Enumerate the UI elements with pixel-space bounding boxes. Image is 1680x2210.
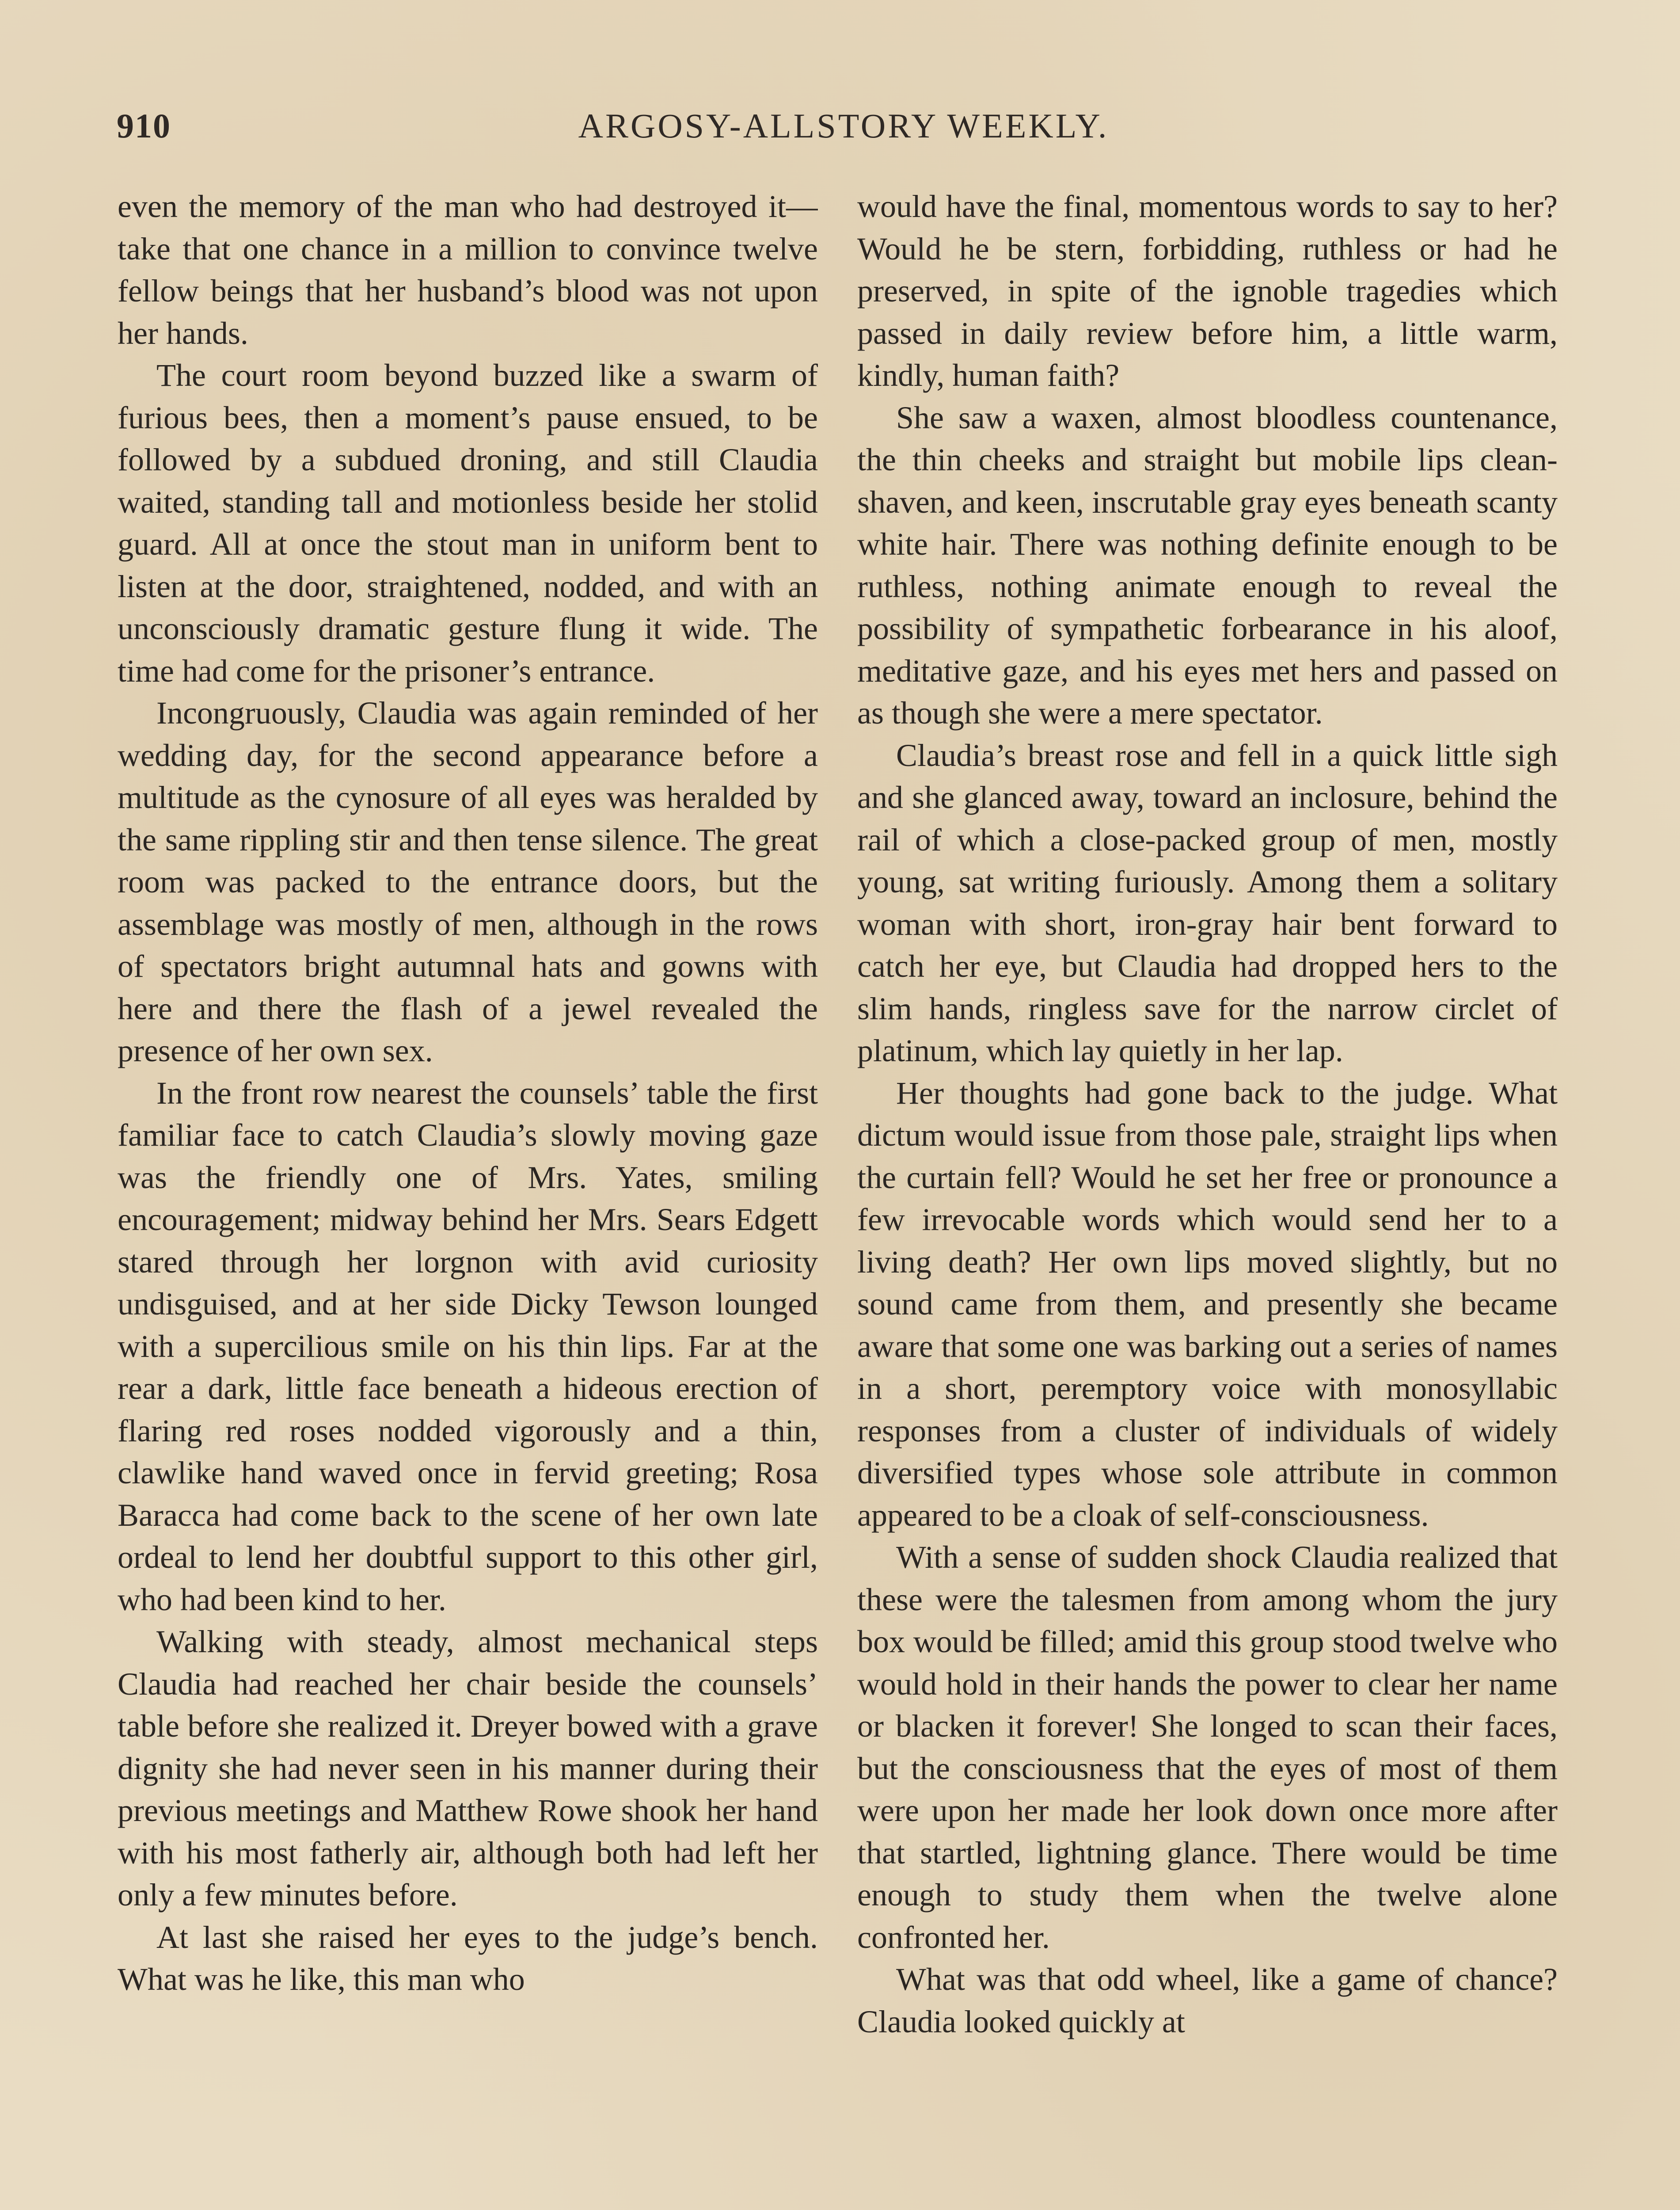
page-number: 910 — [117, 107, 171, 145]
paragraph: With a sense of sudden shock Claudia realized that these were the talesmen from among whom the jury box would be filled; amid this group stood twelve who would hold in their hands the power to clear her name or blacken it forever! She longed to scan their faces, but the consciousness that the eyes of most of them were upon her made her look down once more after that startled, lightning glance. There would be time enough to study them when the twelve alone confronted her. — [857, 1539, 1558, 1955]
paragraph: Her thoughts had gone back to the judge. What dictum would issue from those pale, straight lips when the curtain fell? Would he set her free or pronounce a few irrevocable words which would send her to a living death? Her own lips moved slightly, but no sound came from them, and presently she became aware that some one was barking out a series of names in a short, peremptory voice with monosyllabic responses from a cluster of individuals of widely diversified types whose sole attribute in common appeared to be a cloak of self-consciousness. — [857, 1075, 1558, 1533]
paragraph: Incongruously, Claudia was again reminded of her wedding day, for the second appearance before a multitude as the cynosure of all eyes was heralded by the same rippling stir and then tense silence. The great room was packed to the entrance doors, but the assemblage was mostly of men, although in the rows of spectators bright autumnal hats and gowns with here and there the flash of a jewel revealed the presence of her own sex. — [118, 695, 818, 1068]
paragraph: Claudia’s breast rose and fell in a quick little sigh and she glanced away, toward an inclosure, behind the rail of which a close-packed group of men, mostly young, sat writing furiously. Among them a solitary woman with short, iron-gray hair bent forward to catch her eye, but Claudia had dropped hers to the slim hands, ringless save for the narrow circlet of platinum, which lay quietly in her lap. — [857, 737, 1558, 1068]
paragraph: even the memory of the man who had destroyed it—take that one chance in a million to convince twelve fellow beings that her husband’s blood was not upon her hands. — [118, 189, 818, 351]
magazine-title: ARGOSY-ALLSTORY WEEKLY. — [578, 107, 1109, 145]
paragraph: In the front row nearest the counsels’ table the first familiar face to catch Claudia’s slowly moving gaze was the friendly one of Mrs. Yates, smiling encouragement; midway behind her Mrs. Sears Edgett stared through her lorgnon with avid curiosity undisguised, and at her side Dicky Tewson lounged with a supercilious smile on his thin lips. Far at the rear a dark, little face beneath a hideous erection of flaring red roses nodded vigorously and a thin, clawlike hand waved once in fervid greeting; Rosa Baracca had come back to the scene of her own late ordeal to lend her doubtful support to this other girl, who had been kind to her. — [118, 1075, 818, 1617]
paragraph: She saw a waxen, almost bloodless countenance, the thin cheeks and straight but mobile lips clean-shaven, and keen, inscrutable gray eyes beneath scanty white hair. There was nothing definite enough to be ruthless, nothing animate enough to reveal the possibility of sympathetic forbearance in his aloof, meditative gaze, and his eyes met hers and passed on as though she were a mere spectator. — [857, 400, 1558, 731]
paragraph: At last she raised her eyes to the judge’s bench. What was he like, this man who — [118, 1919, 818, 1997]
paragraph: would have the final, momentous words to say to her? Would he be stern, forbidding, ruthless or had he preserved, in spite of the ignoble tragedies which passed in daily review before him, a little warm, kindly, human faith? — [857, 189, 1558, 393]
left-column — [118, 186, 818, 2210]
right-column — [857, 186, 1558, 2210]
paragraph: What was that odd wheel, like a game of chance? Claudia looked quickly at — [857, 1962, 1558, 2039]
paragraph: Walking with steady, almost mechanical steps Claudia had reached her chair beside the counsels’ table before she realized it. Dreyer bowed with a grave dignity she had never seen in his manner during their previous meetings and Matthew Rowe shook her hand with his most fatherly air, although both had left her only a few minutes before. — [118, 1624, 818, 1913]
paragraph: The court room beyond buzzed like a swarm of furious bees, then a moment’s pause ensued, to be followed by a subdued droning, and still Claudia waited, standing tall and motionless beside her stolid guard. All at once the stout man in uniform bent to listen at the door, straightened, nodded, and with an unconsciously dramatic gesture flung it wide. The time had come for the prisoner’s entrance. — [118, 358, 818, 689]
running-header — [117, 102, 1570, 150]
